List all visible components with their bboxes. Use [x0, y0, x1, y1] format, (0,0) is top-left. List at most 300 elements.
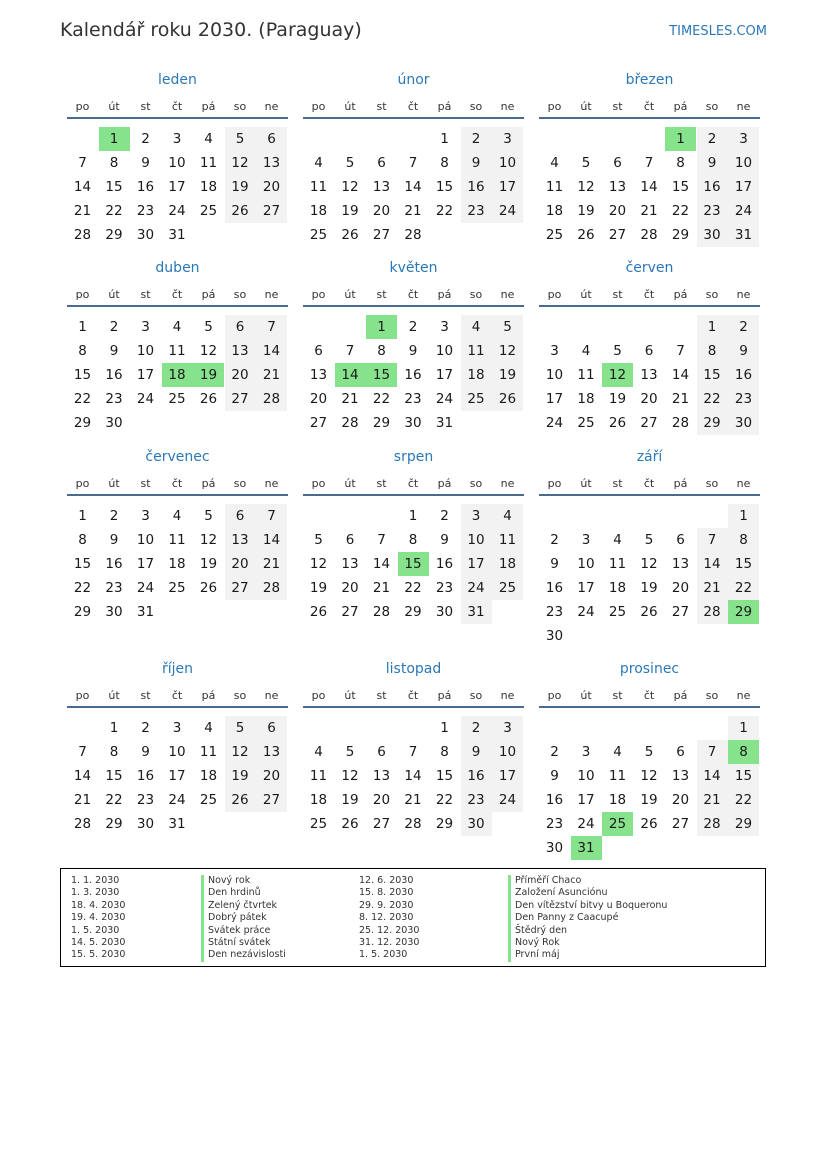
- day-cell: 5: [644, 744, 654, 760]
- day-cell: 18: [309, 203, 328, 219]
- day-cell: 30: [461, 812, 492, 836]
- weekday-label: út: [580, 288, 592, 301]
- holiday-name-column: [508, 875, 667, 962]
- weekday-label: st: [376, 689, 387, 702]
- month-duben: [67, 260, 288, 459]
- weekday-label: st: [376, 100, 387, 113]
- day-cell: 25: [577, 415, 595, 431]
- day-cell: 22: [435, 203, 454, 219]
- day-cell: 17: [435, 367, 454, 383]
- day-cell: 13: [372, 768, 391, 784]
- header-rule: [303, 305, 524, 307]
- site-brand-link[interactable]: TIMESLES.COM: [669, 24, 767, 39]
- day-cell: 3: [172, 720, 182, 736]
- holiday-date: 8. 12. 2030: [359, 912, 414, 924]
- weekday-label: pá: [673, 100, 688, 113]
- day-cell: 29: [671, 227, 690, 243]
- day-cell: 30: [435, 604, 454, 620]
- day-cell: 3: [461, 504, 492, 528]
- day-cell: 19: [608, 391, 627, 407]
- day-cell: 22: [73, 580, 92, 596]
- day-cell: 10: [728, 151, 759, 175]
- month-title: květen: [389, 260, 438, 276]
- day-cell: 11: [309, 179, 328, 195]
- day-cell: 19: [225, 175, 256, 199]
- month-listopad: [303, 661, 524, 860]
- weekday-label: čt: [171, 288, 183, 301]
- day-cell: 4: [204, 720, 213, 736]
- day-cell: 11: [461, 339, 492, 363]
- day-cell: 7: [676, 343, 685, 359]
- day-cell: 10: [136, 343, 155, 359]
- day-cell: 1: [78, 508, 87, 524]
- month-title: leden: [158, 72, 197, 88]
- day-cell: 12: [640, 556, 658, 572]
- month-březen: [539, 72, 760, 271]
- day-cell: 16: [461, 764, 492, 788]
- weekday-label: čt: [171, 477, 183, 490]
- day-cell: 4: [314, 744, 323, 760]
- day-cell: 19: [341, 792, 359, 808]
- day-cell: 22: [671, 203, 690, 219]
- day-cell: 4: [314, 155, 323, 171]
- day-cell: 20: [256, 764, 287, 788]
- day-cell: 13: [256, 151, 287, 175]
- day-cell: 20: [256, 175, 287, 199]
- day-cell: 9: [141, 155, 150, 171]
- weekday-label: so: [233, 477, 247, 490]
- weekday-label: so: [469, 689, 483, 702]
- day-cell: 28: [697, 812, 728, 836]
- day-cell: 16: [545, 580, 564, 596]
- weekday-label: so: [705, 288, 719, 301]
- day-cell: 11: [577, 367, 595, 383]
- day-cell: 1: [697, 315, 728, 339]
- day-cell: 9: [697, 151, 728, 175]
- header-rule: [303, 494, 524, 496]
- day-cell: 6: [377, 155, 386, 171]
- day-cell: 15: [697, 363, 728, 387]
- day-cell: 6: [225, 315, 256, 339]
- holiday-date: 1. 5. 2030: [71, 924, 120, 936]
- day-cell: 15: [398, 552, 429, 576]
- day-cell: 4: [461, 315, 492, 339]
- day-cell: 7: [377, 532, 386, 548]
- day-cell: 11: [608, 768, 627, 784]
- day-cell: 18: [309, 792, 328, 808]
- holiday-name: Nový rok: [201, 875, 286, 887]
- weekday-label: út: [580, 689, 592, 702]
- day-cell: 11: [199, 155, 218, 171]
- header-rule: [539, 117, 760, 119]
- day-cell: 6: [676, 532, 685, 548]
- day-cell: 19: [492, 363, 523, 387]
- day-cell: 2: [461, 716, 492, 740]
- weekday-header: [539, 288, 760, 306]
- weekday-label: po: [75, 477, 90, 490]
- weekday-label: čt: [171, 689, 183, 702]
- day-cell: 8: [377, 343, 386, 359]
- day-cell: 28: [372, 604, 391, 620]
- day-cell: 6: [225, 504, 256, 528]
- weekday-label: po: [75, 100, 90, 113]
- day-cell: 31: [168, 816, 186, 832]
- day-cell: 6: [644, 343, 654, 359]
- day-cell: 27: [671, 816, 690, 832]
- day-cell: 16: [728, 363, 759, 387]
- weekday-header: [303, 689, 524, 707]
- day-cell: 17: [168, 768, 186, 784]
- day-cell: 10: [492, 151, 523, 175]
- weekday-label: st: [612, 100, 623, 113]
- month-title: červenec: [145, 449, 210, 465]
- day-cell: 30: [105, 415, 123, 431]
- day-cell: 26: [199, 391, 218, 407]
- day-cell: 11: [168, 532, 186, 548]
- holiday-name: Den nezávislosti: [201, 949, 286, 961]
- day-cell: 2: [141, 720, 150, 736]
- day-cell: 3: [440, 319, 449, 335]
- day-cell: 27: [341, 604, 359, 620]
- day-cell: 3: [581, 744, 591, 760]
- day-cell: 7: [256, 504, 287, 528]
- day-cell: 25: [602, 812, 633, 836]
- day-cell: 2: [141, 131, 150, 147]
- holiday-name: Svátek práce: [201, 925, 286, 937]
- day-cell: 31: [728, 223, 759, 247]
- weekday-label: so: [469, 477, 483, 490]
- weekday-header: [303, 288, 524, 306]
- month-únor: [303, 72, 524, 271]
- weekday-label: pá: [437, 689, 452, 702]
- weekday-label: út: [344, 288, 356, 301]
- day-cell: 4: [550, 155, 559, 171]
- day-cell: 4: [172, 319, 182, 335]
- day-cell: 10: [168, 744, 186, 760]
- weekday-label: po: [75, 288, 90, 301]
- day-cell: 21: [404, 792, 422, 808]
- weekday-label: st: [376, 477, 387, 490]
- day-cell: 13: [225, 339, 256, 363]
- weekday-header: [303, 477, 524, 495]
- weekday-label: po: [311, 477, 326, 490]
- day-cell: 28: [671, 415, 690, 431]
- weekday-label: út: [344, 689, 356, 702]
- day-cell: 17: [168, 179, 186, 195]
- day-cell: 23: [461, 788, 492, 812]
- day-cell: 5: [613, 343, 622, 359]
- day-cell: 14: [671, 367, 690, 383]
- day-cell: 16: [435, 556, 454, 572]
- month-title: červen: [625, 260, 674, 276]
- day-cell: 17: [492, 764, 523, 788]
- day-cell: 25: [199, 203, 218, 219]
- weekday-label: ne: [500, 100, 515, 113]
- month-title: prosinec: [619, 661, 680, 677]
- day-cell: 23: [136, 792, 155, 808]
- day-cell: 25: [168, 391, 186, 407]
- day-cell: 8: [78, 532, 87, 548]
- header-rule: [67, 706, 288, 708]
- day-cell: 18: [168, 556, 186, 572]
- day-cell: 17: [545, 391, 564, 407]
- weekday-label: po: [311, 689, 326, 702]
- day-cell: 16: [105, 367, 123, 383]
- day-cell: 9: [440, 532, 449, 548]
- day-cell: 13: [671, 556, 690, 572]
- weekday-label: po: [547, 100, 562, 113]
- day-cell: 30: [404, 415, 422, 431]
- weekday-header: [67, 689, 288, 707]
- day-cell: 22: [73, 391, 92, 407]
- weekday-label: čt: [407, 100, 419, 113]
- day-cell: 24: [492, 788, 523, 812]
- day-cell: 8: [676, 155, 685, 171]
- month-title: listopad: [385, 661, 442, 677]
- day-cell: 22: [435, 792, 454, 808]
- day-cell: 31: [461, 600, 492, 624]
- day-cell: 5: [204, 508, 213, 524]
- day-cell: 26: [640, 816, 658, 832]
- holiday-name: Štědrý den: [508, 925, 667, 937]
- day-cell: 8: [78, 343, 87, 359]
- header-rule: [539, 706, 760, 708]
- day-cell: 29: [73, 604, 92, 620]
- weekday-label: út: [580, 477, 592, 490]
- weekday-label: ne: [500, 689, 515, 702]
- day-cell: 29: [728, 812, 759, 836]
- day-cell: 27: [372, 816, 391, 832]
- day-cell: 10: [492, 740, 523, 764]
- holiday-date: 1. 5. 2030: [359, 949, 408, 961]
- day-cell: 10: [545, 367, 564, 383]
- day-cell: 22: [404, 580, 422, 596]
- day-cell: 13: [608, 179, 627, 195]
- weekday-label: so: [233, 689, 247, 702]
- day-cell: 27: [608, 227, 627, 243]
- weekday-label: út: [580, 100, 592, 113]
- holiday-date: 25. 12. 2030: [359, 924, 420, 936]
- weekday-label: st: [140, 100, 151, 113]
- day-cell: 11: [309, 768, 328, 784]
- day-cell: 19: [341, 203, 359, 219]
- day-cell: 20: [671, 580, 690, 596]
- weekday-label: ne: [264, 689, 279, 702]
- day-cell: 11: [168, 343, 186, 359]
- holiday-date: 19. 4. 2030: [71, 912, 126, 924]
- weekday-label: čt: [643, 288, 655, 301]
- day-cell: 8: [408, 532, 418, 548]
- day-cell: 23: [728, 387, 759, 411]
- holiday-date: 1. 3. 2030: [71, 887, 120, 899]
- day-cell: 3: [492, 716, 523, 740]
- weekday-label: so: [233, 100, 247, 113]
- day-cell: 20: [372, 203, 391, 219]
- day-cell: 20: [341, 580, 359, 596]
- weekday-label: čt: [407, 689, 419, 702]
- month-title: září: [636, 449, 663, 465]
- day-cell: 16: [136, 179, 155, 195]
- day-cell: 20: [608, 203, 627, 219]
- day-cell: 2: [550, 532, 559, 548]
- day-cell: 21: [256, 363, 287, 387]
- day-cell: 18: [199, 179, 218, 195]
- day-cell: 28: [256, 576, 287, 600]
- day-cell: 4: [613, 532, 622, 548]
- day-cell: 27: [640, 415, 658, 431]
- day-cell: 14: [372, 556, 391, 572]
- holiday-date: 14. 5. 2030: [71, 936, 126, 948]
- day-cell: 25: [168, 580, 186, 596]
- weekday-label: ne: [264, 288, 279, 301]
- day-cell: 15: [105, 768, 123, 784]
- day-cell: 19: [199, 556, 218, 572]
- weekday-label: út: [108, 477, 120, 490]
- day-cell: 4: [172, 508, 182, 524]
- day-cell: 19: [640, 580, 658, 596]
- weekday-label: pá: [437, 477, 452, 490]
- holiday-date-column: [71, 875, 125, 962]
- day-cell: 3: [141, 508, 150, 524]
- day-cell: 5: [644, 532, 654, 548]
- weekday-header: [539, 477, 760, 495]
- day-cell: 7: [78, 155, 87, 171]
- weekday-header: [67, 477, 288, 495]
- header-rule: [67, 494, 288, 496]
- day-cell: 19: [309, 580, 328, 596]
- weekday-label: st: [612, 288, 623, 301]
- day-cell: 18: [608, 580, 627, 596]
- holiday-date-column: [359, 875, 419, 962]
- day-cell: 24: [461, 576, 492, 600]
- weekday-label: pá: [673, 689, 688, 702]
- header-rule: [539, 494, 760, 496]
- day-cell: 17: [136, 367, 155, 383]
- weekday-label: pá: [437, 100, 452, 113]
- day-cell: 26: [225, 788, 256, 812]
- header-rule: [67, 117, 288, 119]
- day-cell: 19: [193, 363, 224, 387]
- day-cell: 9: [461, 151, 492, 175]
- day-cell: 2: [408, 319, 418, 335]
- day-cell: 17: [577, 792, 595, 808]
- day-cell: 28: [73, 227, 92, 243]
- day-cell: 7: [697, 740, 728, 764]
- day-cell: 12: [577, 179, 595, 195]
- day-cell: 3: [550, 343, 559, 359]
- month-title: říjen: [161, 661, 194, 677]
- day-cell: 26: [640, 604, 658, 620]
- day-cell: 24: [136, 391, 155, 407]
- day-cell: 1: [440, 720, 449, 736]
- weekday-label: pá: [437, 288, 452, 301]
- day-cell: 9: [550, 556, 559, 572]
- holiday-name: Založení Asunciónu: [508, 887, 667, 899]
- holiday-name: Nový Rok: [508, 937, 667, 949]
- day-cell: 17: [492, 175, 523, 199]
- day-cell: 21: [697, 576, 728, 600]
- day-cell: 9: [109, 343, 119, 359]
- weekday-label: ne: [736, 100, 751, 113]
- day-cell: 28: [256, 387, 287, 411]
- day-cell: 25: [608, 604, 627, 620]
- day-cell: 8: [440, 744, 449, 760]
- weekday-label: út: [108, 100, 120, 113]
- day-cell: 13: [372, 179, 391, 195]
- day-cell: 1: [78, 319, 87, 335]
- day-cell: 23: [105, 580, 123, 596]
- day-cell: 11: [492, 528, 523, 552]
- day-cell: 15: [73, 556, 92, 572]
- day-cell: 22: [372, 391, 391, 407]
- holiday-date: 1. 1. 2030: [71, 875, 120, 886]
- day-cell: 10: [577, 768, 595, 784]
- weekday-label: po: [547, 689, 562, 702]
- weekday-header: [67, 100, 288, 118]
- day-cell: 18: [199, 768, 218, 784]
- day-cell: 29: [404, 604, 422, 620]
- day-cell: 9: [408, 343, 418, 359]
- day-cell: 26: [199, 580, 218, 596]
- day-cell: 12: [309, 556, 328, 572]
- weekday-label: st: [140, 477, 151, 490]
- day-cell: 20: [640, 391, 658, 407]
- day-cell: 22: [105, 792, 123, 808]
- day-cell: 24: [545, 415, 564, 431]
- day-cell: 29: [435, 816, 454, 832]
- day-cell: 20: [372, 792, 391, 808]
- weekday-label: út: [344, 100, 356, 113]
- day-cell: 23: [545, 604, 564, 620]
- day-cell: 3: [581, 532, 591, 548]
- weekday-label: po: [547, 288, 562, 301]
- weekday-label: so: [469, 288, 483, 301]
- day-cell: 26: [225, 199, 256, 223]
- day-cell: 17: [728, 175, 759, 199]
- day-cell: 7: [408, 744, 418, 760]
- day-cell: 25: [309, 227, 328, 243]
- day-cell: 17: [461, 552, 492, 576]
- day-cell: 27: [671, 604, 690, 620]
- day-cell: 20: [225, 552, 256, 576]
- day-cell: 22: [728, 788, 759, 812]
- day-cell: 13: [671, 768, 690, 784]
- day-cell: 26: [492, 387, 523, 411]
- holiday-date: 29. 9. 2030: [359, 899, 414, 911]
- day-cell: 15: [435, 768, 454, 784]
- day-cell: 2: [461, 127, 492, 151]
- weekday-label: pá: [673, 288, 688, 301]
- day-cell: 23: [697, 199, 728, 223]
- day-cell: 1: [665, 127, 696, 151]
- day-cell: 9: [109, 532, 119, 548]
- day-cell: 10: [461, 528, 492, 552]
- day-cell: 18: [608, 792, 627, 808]
- day-cell: 8: [697, 339, 728, 363]
- day-cell: 14: [73, 179, 92, 195]
- holiday-name: První máj: [508, 949, 667, 961]
- weekday-label: st: [140, 689, 151, 702]
- day-cell: 9: [550, 768, 559, 784]
- weekday-label: po: [75, 689, 90, 702]
- day-cell: 14: [256, 339, 287, 363]
- day-cell: 30: [105, 604, 123, 620]
- day-cell: 10: [168, 155, 186, 171]
- day-cell: 29: [73, 415, 92, 431]
- weekday-label: čt: [643, 477, 655, 490]
- weekday-label: pá: [201, 477, 216, 490]
- day-cell: 18: [461, 363, 492, 387]
